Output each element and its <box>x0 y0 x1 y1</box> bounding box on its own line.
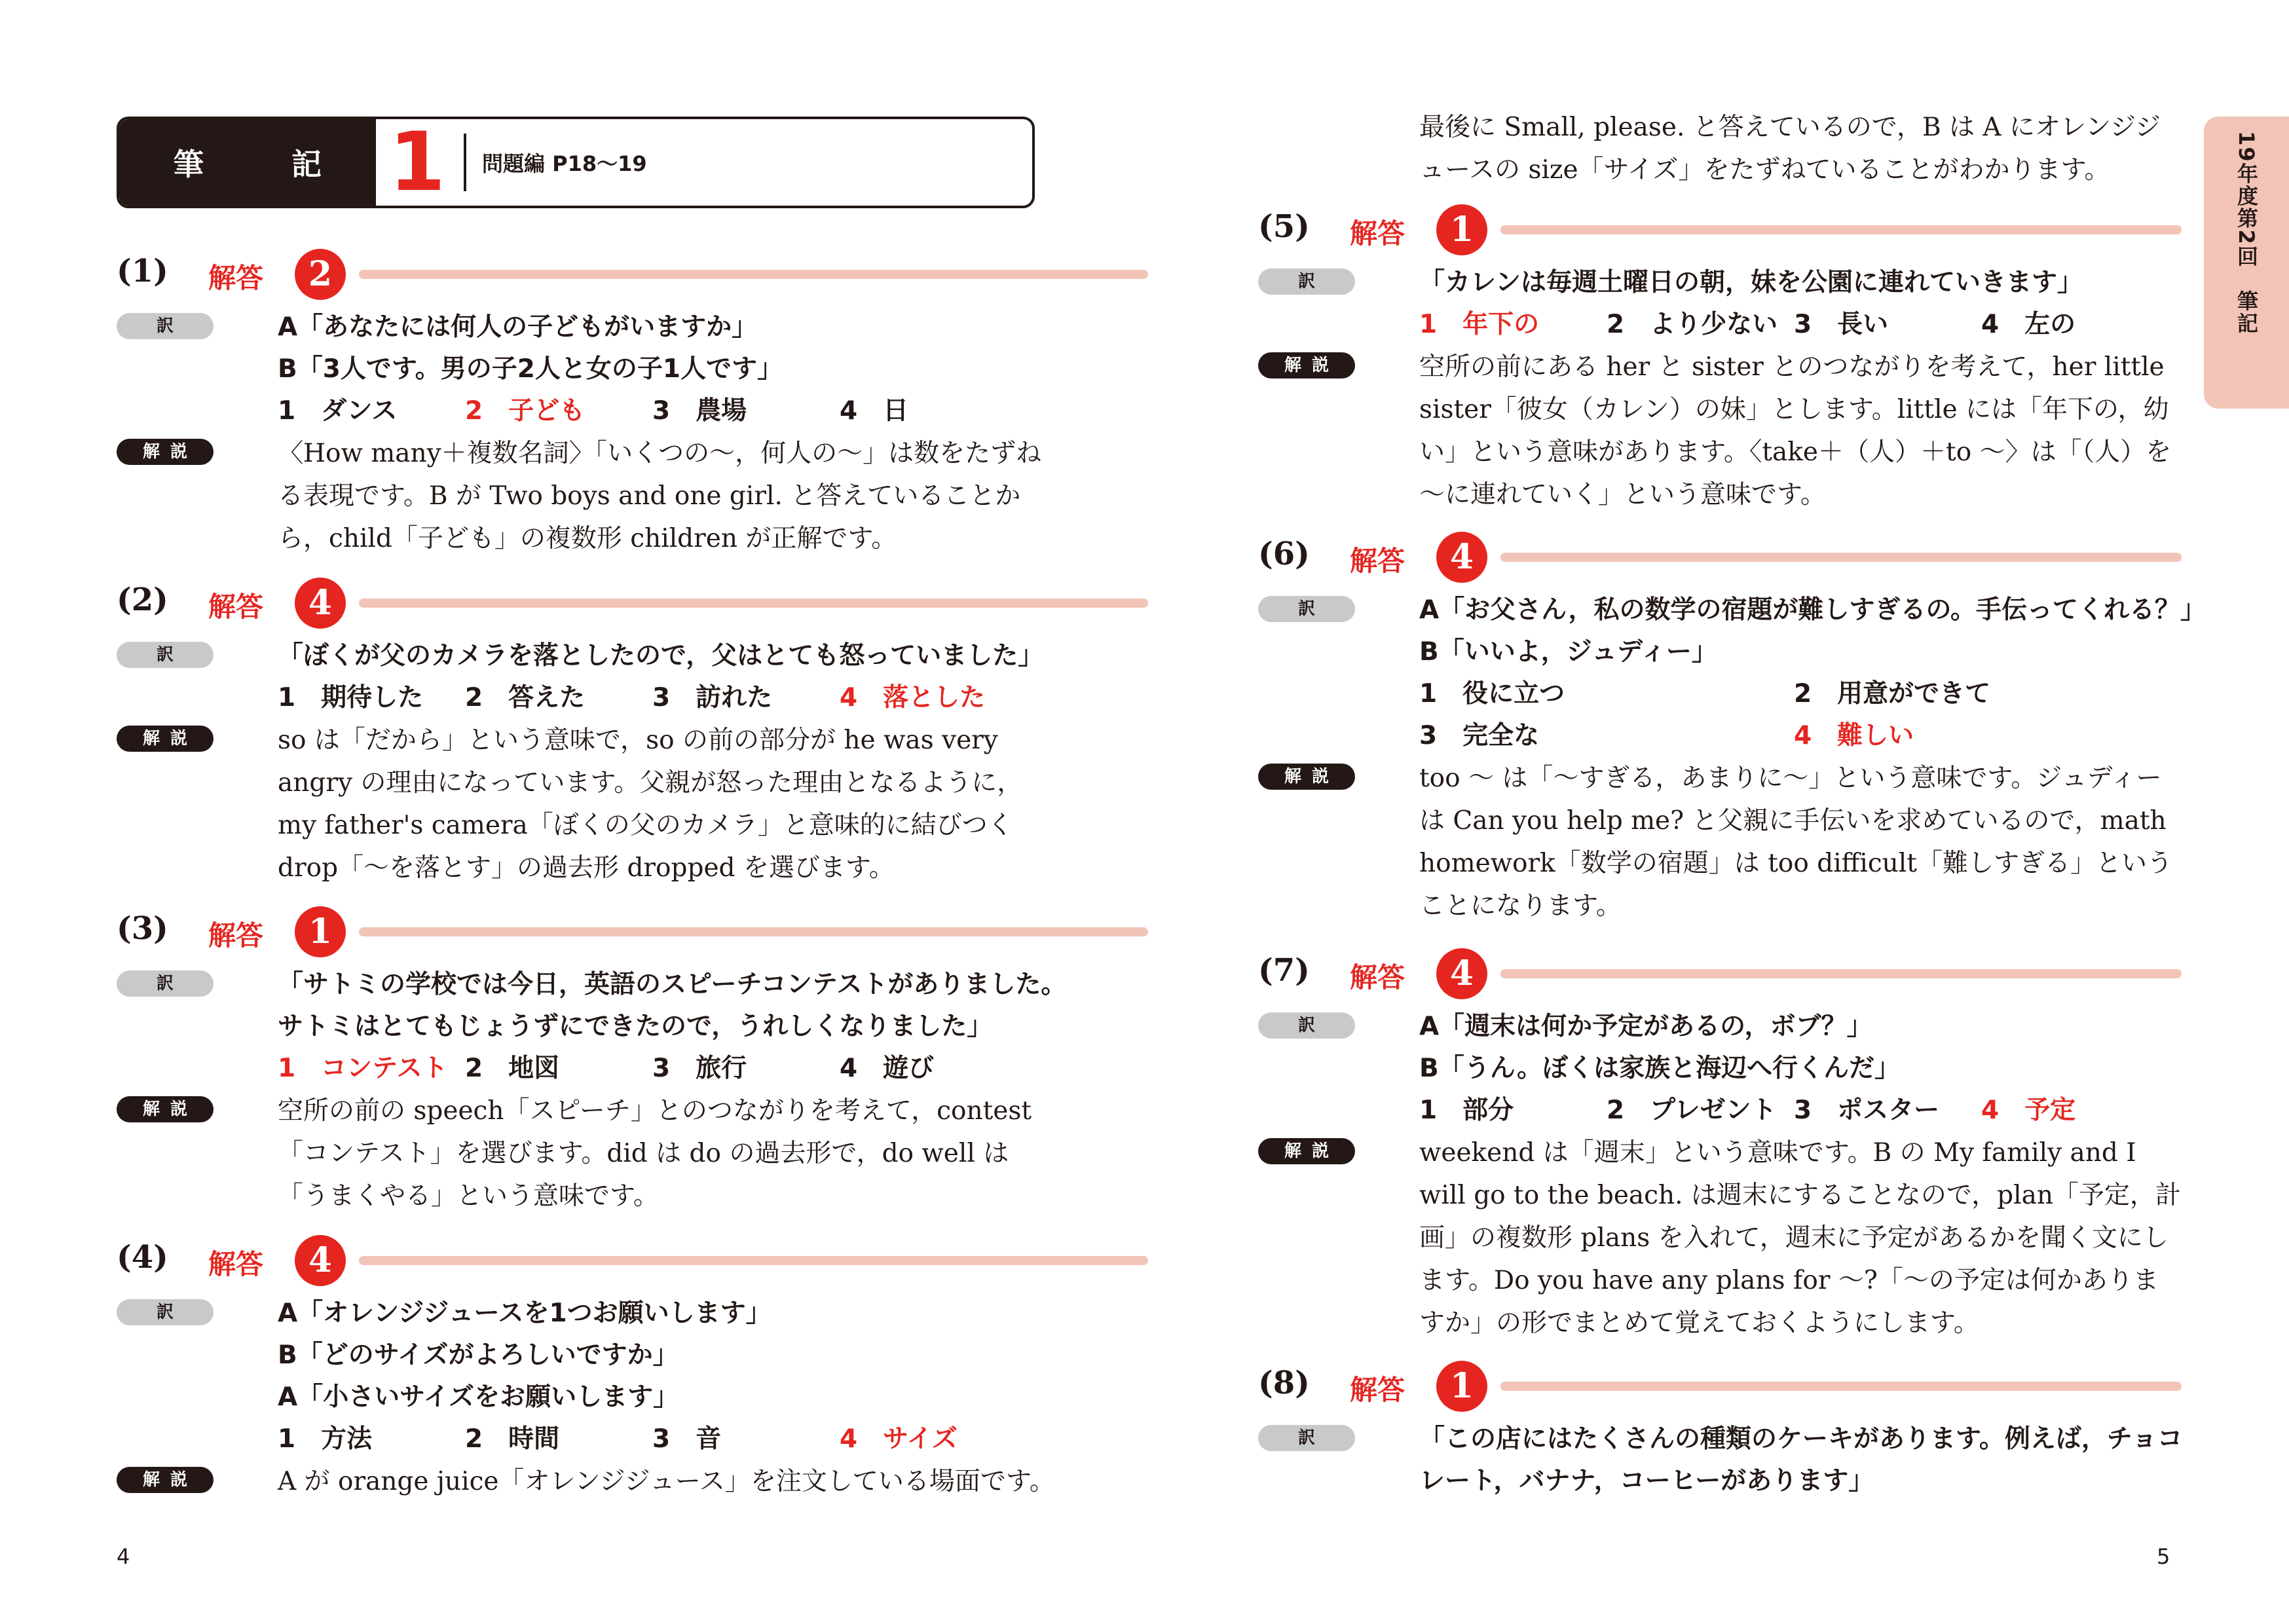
option-4: 4 遊び <box>840 1054 935 1083</box>
option-2: 2 用意ができて <box>1794 679 1991 709</box>
option-3: 3 ポスター <box>1794 1096 1940 1125</box>
translation-block <box>1258 262 2176 346</box>
explanation-line: い」という意味があります。〈take＋（人）＋to 〜〉は「（人）を <box>1419 437 2172 467</box>
translation-block <box>1258 1418 2183 1502</box>
explanation-line: 「コンテスト」を選びます。did は do の過去形で，do well は <box>278 1139 1009 1168</box>
answer-rule <box>1500 1382 2182 1391</box>
translation-line: B「いいよ，ジュディー」 <box>1419 637 1717 667</box>
page-number: 5 <box>2157 1544 2170 1569</box>
translation-tag: 訳 <box>1258 1425 1355 1451</box>
explanation-line: ことになります。 <box>1419 891 1622 921</box>
option-3: 3 訪れた <box>652 683 773 712</box>
section-header <box>117 117 1035 208</box>
option-2: 2 より少ない <box>1607 310 1778 339</box>
explanation-line: 画」の複数形 plans を入れて，週末に予定があるかを聞く文にし <box>1419 1223 2168 1253</box>
option-4-correct: 4 サイズ <box>840 1424 958 1454</box>
explanation-line: drop「〜を落とす」の過去形 dropped を選びます。 <box>278 853 895 883</box>
translation-line: A「週末は何か予定があるの，ボブ？」 <box>1419 1012 1872 1041</box>
translation-line: A「オレンジジュースを1つお願いします」 <box>278 1299 772 1328</box>
options-row <box>1419 715 2176 757</box>
explanation-tag: 解説 <box>1258 764 1355 790</box>
header-divider <box>464 134 466 191</box>
translation-line: A「あなたには何人の子どもがいますか」 <box>278 312 758 342</box>
translation-tag: 訳 <box>1258 268 1355 295</box>
explanation-block <box>117 1460 1055 1503</box>
question-head <box>117 578 1035 630</box>
explanation-line: A が orange juice「オレンジジュース」を注文している場面です。 <box>278 1467 1055 1496</box>
explanation-line: 〜に連れていく」という意味です。 <box>1419 480 1826 509</box>
answer-rule <box>1500 969 2182 978</box>
explanation-line: will go to the beach. は週末にすることなので，plan「予定，計 <box>1419 1181 2181 1210</box>
translation-block <box>117 964 1067 1090</box>
option-2: 2 時間 <box>465 1424 560 1454</box>
translation-block <box>1258 1006 2176 1132</box>
explanation-line: sister「彼女（カレン）の妹」とします。little には「年下の，幼 <box>1419 395 2169 424</box>
option-4-correct: 4 落とした <box>840 683 986 712</box>
question-number: (3) <box>117 910 168 947</box>
answer-badge: 4 <box>295 1235 346 1286</box>
answer-badge: 1 <box>295 906 346 957</box>
option-1: 1 ダンス <box>278 396 398 426</box>
translation-line: B「どのサイズがよろしいですか」 <box>278 1340 679 1370</box>
translation-block <box>117 635 1044 719</box>
translation-line: サトミはとてもじょうずにできたので，うれしくなりました」 <box>278 1012 993 1041</box>
explanation-line: weekend は「週末」という意味です。B の My family and I <box>1419 1138 2136 1168</box>
translation-tag: 訳 <box>117 1299 214 1325</box>
question-head <box>1258 532 2176 584</box>
explanation-line: は Can you help me? と父親に手伝いを求めているので，math <box>1419 806 2167 836</box>
question-number: (4) <box>117 1239 168 1276</box>
explanation-tag: 解説 <box>117 726 214 752</box>
answer-badge: 4 <box>295 578 346 629</box>
explanation-tag: 解説 <box>117 1096 214 1122</box>
question-5 <box>1258 204 2176 516</box>
question-head <box>1258 1361 2176 1413</box>
answer-label: 解答 <box>1350 1374 1405 1406</box>
translation-tag: 訳 <box>117 313 214 339</box>
explanation-line: 最後に Small, please. と答えているので，B は A にオレンジジ <box>1419 113 2161 142</box>
answer-label: 解答 <box>208 262 264 294</box>
answer-rule <box>1500 225 2182 234</box>
explanation-line: so は「だから」という意味で，so の前の部分が he was very <box>278 726 998 755</box>
header-label: 問題編 P18〜19 <box>482 151 647 176</box>
question-number: (6) <box>1258 536 1310 572</box>
explanation-tag: 解説 <box>117 439 214 465</box>
translation-line: A「お父さん，私の数学の宿題が難しすぎるの。手伝ってくれる？」 <box>1419 595 2206 625</box>
question-1 <box>117 249 1042 560</box>
translation-line: レート，バナナ，コーヒーがあります」 <box>1419 1466 1874 1496</box>
answer-label: 解答 <box>208 591 264 623</box>
side-tab <box>2204 117 2289 409</box>
explanation-tag: 解説 <box>1258 1138 1355 1164</box>
side-tab-label: 19年度第2回 筆記 <box>2234 131 2259 335</box>
translation-block <box>117 306 1035 432</box>
option-3: 3 農場 <box>652 396 747 426</box>
question-3 <box>117 906 1067 1217</box>
option-1-correct: 1 年下の <box>1419 310 1540 339</box>
question-head <box>117 249 1035 301</box>
answer-badge: 1 <box>1436 204 1487 255</box>
option-3: 3 長い <box>1794 310 1889 339</box>
options-row <box>278 1418 1035 1460</box>
explanation-line: ら，child「子ども」の複数形 children が正解です。 <box>278 524 897 553</box>
answer-rule <box>359 1256 1148 1265</box>
answer-rule <box>1500 553 2182 562</box>
question-2 <box>117 578 1044 889</box>
translation-line: 「ぼくが父のカメラを落としたので，父はとても怒っていました」 <box>278 641 1044 671</box>
translation-tag: 訳 <box>1258 1012 1355 1039</box>
explanation-line: る表現です。B が Two boys and one girl. と答えていることか <box>278 481 1021 511</box>
explanation-block <box>1258 1132 2181 1344</box>
question-head <box>1258 948 2176 1001</box>
answer-label: 解答 <box>208 1248 264 1280</box>
question-8 <box>1258 1361 2183 1502</box>
answer-badge: 2 <box>295 249 346 300</box>
question-number: (1) <box>117 253 168 289</box>
header-number: 1 <box>388 117 446 208</box>
explanation-line: ュースの size「サイズ」をたずねていることがわかります。 <box>1419 155 2110 185</box>
answer-rule <box>359 927 1148 936</box>
explanation-block <box>117 1090 1035 1217</box>
explanation-line: too 〜 は「〜すぎる，あまりに〜」という意味です。ジュディー <box>1419 764 2162 793</box>
right-page <box>1144 0 2289 1624</box>
translation-tag: 訳 <box>117 642 214 668</box>
translation-line: B「3人です。男の子2人と女の子1人です」 <box>278 354 783 384</box>
question-head <box>117 1235 1035 1287</box>
translation-line: A「小さいサイズをお願いします」 <box>278 1382 679 1412</box>
question-4 <box>117 1235 1055 1503</box>
explanation-line: 空所の前の speech「スピーチ」とのつながりを考えて，contest <box>278 1096 1032 1126</box>
translation-line: B「うん。ぼくは家族と海辺へ行くんだ」 <box>1419 1054 1901 1083</box>
translation-tag: 訳 <box>117 970 214 997</box>
options-row <box>1419 304 2176 346</box>
explanation-line: angry の理由になっています。父親が怒った理由となるように， <box>278 768 1023 798</box>
option-1-correct: 1 コンテスト <box>278 1054 448 1083</box>
option-3: 3 音 <box>652 1424 722 1454</box>
option-1: 1 期待した <box>278 683 424 712</box>
answer-label: 解答 <box>1350 545 1405 577</box>
explanation-line: 〈How many＋複数名詞〉「いくつの〜，何人の〜」は数をたずね <box>278 439 1042 468</box>
translation-line: 「サトミの学校では今日，英語のスピーチコンテストがありました。 <box>278 970 1067 999</box>
answer-label: 解答 <box>208 919 264 951</box>
explanation-line: homework「数学の宿題」は too difficult「難しすぎる」という <box>1419 849 2172 878</box>
explanation-block <box>117 432 1042 560</box>
answer-badge: 4 <box>1436 948 1487 999</box>
question-number: (8) <box>1258 1365 1310 1401</box>
option-2: 2 プレゼント <box>1607 1096 1777 1125</box>
question-number: (2) <box>117 581 168 618</box>
option-2: 2 答えた <box>465 683 586 712</box>
explanation-line: my father's camera「ぼくの父のカメラ」と意味的に結びつく <box>278 811 1013 840</box>
question-number: (7) <box>1258 952 1310 989</box>
translation-block <box>117 1293 1035 1460</box>
answer-rule <box>359 599 1148 608</box>
option-1: 1 部分 <box>1419 1096 1514 1125</box>
option-4: 4 左の <box>1981 310 2076 339</box>
translation-tag: 訳 <box>1258 596 1355 622</box>
page-number: 4 <box>117 1544 130 1569</box>
option-1: 1 方法 <box>278 1424 373 1454</box>
translation-block <box>1258 589 2206 757</box>
explanation-block <box>1258 757 2176 927</box>
explanation-block <box>117 719 1035 889</box>
explanation-tag: 解説 <box>1258 352 1355 378</box>
options-row <box>278 1048 1035 1090</box>
explanation-line: ます。Do you have any plans for 〜?「〜の予定は何かありま <box>1419 1266 2159 1295</box>
explanation-line: 「うまくやる」という意味です。 <box>278 1181 659 1211</box>
answer-badge: 1 <box>1436 1361 1487 1412</box>
option-1: 1 役に立つ <box>1419 679 1565 709</box>
translation-line: 「カレンは毎週土曜日の朝，妹を公園に連れていきます」 <box>1419 268 2083 297</box>
option-3: 3 完全な <box>1419 721 1540 750</box>
explanation-tag: 解説 <box>117 1467 214 1493</box>
translation-line: 「この店にはたくさんの種類のケーキがあります。例えば，チョコ <box>1419 1424 2183 1454</box>
question-6 <box>1258 532 2206 927</box>
header-title: 筆 記 <box>119 119 376 206</box>
explanation-line: 空所の前にある her と sister とのつながりを考えて，her little <box>1419 352 2165 382</box>
question-7 <box>1258 948 2181 1344</box>
question-number: (5) <box>1258 208 1310 245</box>
answer-rule <box>359 270 1148 279</box>
option-2: 2 地図 <box>465 1054 560 1083</box>
explanation-continuation <box>1419 106 2161 191</box>
options-row <box>1419 1090 2176 1132</box>
option-3: 3 旅行 <box>652 1054 747 1083</box>
answer-badge: 4 <box>1436 532 1487 583</box>
option-4-correct: 4 難しい <box>1794 721 1914 750</box>
option-2-correct: 2 子ども <box>465 396 586 426</box>
question-head <box>117 906 1035 959</box>
option-4: 4 日 <box>840 396 909 426</box>
explanation-block <box>1258 346 2176 516</box>
answer-label: 解答 <box>1350 961 1405 993</box>
answer-label: 解答 <box>1350 217 1405 249</box>
explanation-line: すか」の形でまとめて覚えておくようにします。 <box>1419 1308 1979 1338</box>
options-row <box>1419 673 2176 715</box>
option-4-correct: 4 予定 <box>1981 1096 2076 1125</box>
options-row <box>278 390 1035 432</box>
question-head <box>1258 204 2176 257</box>
left-page <box>0 0 1144 1624</box>
options-row <box>278 677 1035 719</box>
